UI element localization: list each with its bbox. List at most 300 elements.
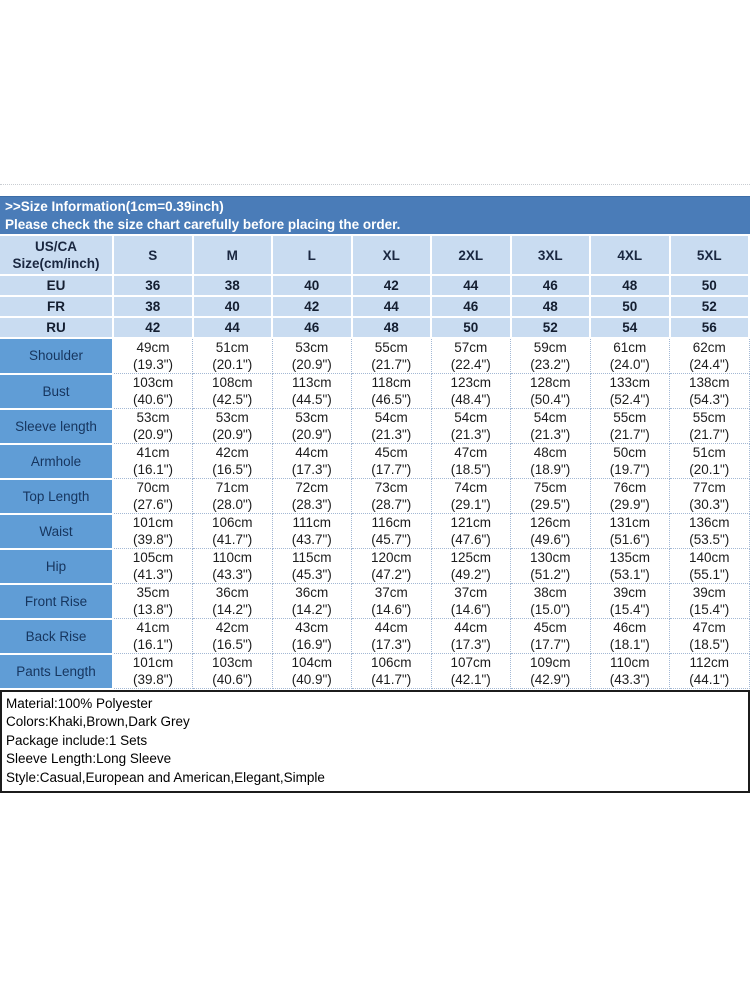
value-inch: (41.3") — [132, 567, 174, 582]
measurement-value-cell — [670, 654, 750, 689]
value-inch: (39.8") — [132, 672, 174, 687]
value-inch: (20.1") — [212, 357, 253, 372]
value-cm: 54cm — [374, 410, 408, 425]
measurement-value-cell — [113, 514, 193, 549]
value-cm: 41cm — [136, 620, 170, 635]
value-cm: 44cm — [295, 445, 329, 460]
value-cm: 53cm — [295, 410, 329, 425]
value-inch: (46.5") — [371, 392, 412, 407]
value-cm: 53cm — [136, 410, 170, 425]
measurement-value-cell — [431, 584, 511, 619]
value-inch: (24.0") — [609, 357, 650, 372]
measurement-value-cell — [511, 479, 591, 514]
value-cm: 55cm — [613, 410, 647, 425]
value-cm: 105cm — [132, 550, 174, 565]
value-inch: (44.5") — [291, 392, 332, 407]
value-inch: (49.2") — [450, 567, 491, 582]
value-inch: (20.9") — [291, 427, 332, 442]
size-corner-cell — [0, 236, 113, 276]
measurement-value-cell — [431, 479, 511, 514]
value-cm: 101cm — [132, 655, 174, 670]
top-divider-line — [0, 184, 750, 185]
value-inch: (29.9") — [609, 497, 650, 512]
value-cm: 46cm — [613, 620, 647, 635]
value-cm: 43cm — [295, 620, 329, 635]
measurement-value-cell — [352, 619, 432, 654]
size-column-header: 4XL — [590, 236, 670, 276]
measurement-value-cell — [590, 654, 670, 689]
value-cm: 116cm — [371, 515, 412, 530]
value-inch: (43.3") — [212, 567, 253, 582]
value-cm: 51cm — [692, 445, 726, 460]
measurement-value-cell — [352, 444, 432, 479]
measurement-value-cell — [352, 584, 432, 619]
measurement-value-cell — [590, 514, 670, 549]
value-inch: (29.1") — [450, 497, 491, 512]
value-inch: (17.7") — [530, 637, 571, 652]
region-size-value: 46 — [431, 296, 511, 317]
value-inch: (17.3") — [371, 637, 412, 652]
value-inch: (40.6") — [212, 672, 253, 687]
region-size-value: 48 — [511, 296, 591, 317]
value-cm: 47cm — [692, 620, 726, 635]
measurement-value-cell — [193, 654, 273, 689]
value-cm: 103cm — [211, 655, 253, 670]
measurement-value-cell — [113, 619, 193, 654]
measurement-value-cell — [113, 374, 193, 409]
measurement-value-cell — [511, 444, 591, 479]
value-inch: (21.7") — [609, 427, 650, 442]
value-cm: 61cm — [613, 340, 647, 355]
measurement-value-cell — [511, 654, 591, 689]
measurement-value-cell — [272, 374, 352, 409]
measurement-label: Sleeve length — [0, 409, 113, 444]
value-cm: 110cm — [212, 550, 253, 565]
value-inch: (18.5") — [450, 462, 491, 477]
measurement-value-cell — [352, 374, 432, 409]
size-column-header: L — [272, 236, 352, 276]
value-inch: (27.6") — [132, 497, 174, 512]
size-column-header: XL — [352, 236, 432, 276]
region-size-value: 42 — [352, 275, 432, 296]
value-cm: 42cm — [215, 445, 249, 460]
value-inch: (21.3") — [371, 427, 412, 442]
size-chart-table — [0, 235, 750, 690]
value-cm: 50cm — [613, 445, 647, 460]
measurement-value-cell — [590, 619, 670, 654]
measurement-value-cell — [670, 374, 750, 409]
measurement-value-cell — [352, 409, 432, 444]
measurement-value-cell — [272, 338, 352, 374]
value-inch: (19.3") — [132, 357, 174, 372]
measurement-value-cell — [511, 549, 591, 584]
measurement-value-cell — [352, 338, 432, 374]
value-cm: 44cm — [454, 620, 488, 635]
measurement-value-cell — [511, 514, 591, 549]
value-cm: 77cm — [692, 480, 726, 495]
measurement-value-cell — [670, 514, 750, 549]
region-size-value: 44 — [431, 275, 511, 296]
value-inch: (40.9") — [291, 672, 332, 687]
region-size-rows — [0, 275, 749, 338]
value-cm: 37cm — [374, 585, 408, 600]
value-inch: (23.2") — [530, 357, 571, 372]
measurement-value-cell — [511, 374, 591, 409]
measurement-value-cell — [511, 619, 591, 654]
value-cm: 111cm — [292, 515, 332, 530]
value-inch: (47.2") — [371, 567, 412, 582]
measurement-value-cell — [113, 654, 193, 689]
measurement-value-cell — [590, 444, 670, 479]
value-cm: 109cm — [529, 655, 571, 670]
value-cm: 135cm — [609, 550, 651, 565]
value-inch: (14.2") — [212, 602, 253, 617]
measurement-value-cell — [193, 338, 273, 374]
measurement-rows — [0, 338, 749, 689]
measurement-value-cell — [511, 584, 591, 619]
value-inch: (18.5") — [689, 637, 730, 652]
corner-label-line2: Size(cm/inch) — [12, 256, 100, 271]
measurement-value-cell — [670, 338, 750, 374]
measurement-value-cell — [352, 654, 432, 689]
measurement-row — [0, 654, 749, 689]
measurement-value-cell — [670, 549, 750, 584]
region-size-value: 56 — [670, 317, 750, 338]
value-cm: 71cm — [215, 480, 249, 495]
value-inch: (41.7") — [371, 672, 412, 687]
value-cm: 131cm — [609, 515, 651, 530]
region-label: FR — [0, 296, 113, 317]
measurement-row — [0, 584, 749, 619]
product-colors: Colors:Khaki,Brown,Dark Grey — [6, 714, 190, 729]
value-cm: 121cm — [450, 515, 492, 530]
measurement-value-cell — [431, 338, 511, 374]
value-cm: 44cm — [374, 620, 408, 635]
value-cm: 51cm — [215, 340, 249, 355]
measurement-value-cell — [113, 549, 193, 584]
value-cm: 70cm — [136, 480, 170, 495]
region-label: RU — [0, 317, 113, 338]
measurement-value-cell — [272, 584, 352, 619]
region-size-value: 44 — [193, 317, 273, 338]
product-material: Material:100% Polyester — [6, 695, 153, 711]
region-size-value: 48 — [590, 275, 670, 296]
measurement-label: Hip — [0, 549, 113, 584]
value-cm: 45cm — [533, 620, 567, 635]
value-inch: (13.8") — [132, 602, 174, 617]
region-size-value: 46 — [272, 317, 352, 338]
value-inch: (30.3") — [689, 497, 730, 512]
value-inch: (20.9") — [291, 357, 332, 372]
value-inch: (55.1") — [689, 567, 730, 582]
value-inch: (50.4") — [530, 392, 571, 407]
measurement-value-cell — [431, 514, 511, 549]
measurement-value-cell — [193, 444, 273, 479]
value-cm: 130cm — [529, 550, 571, 565]
value-cm: 39cm — [613, 585, 647, 600]
measurement-row — [0, 374, 749, 409]
value-inch: (24.4") — [689, 357, 730, 372]
value-inch: (47.6") — [450, 532, 491, 547]
value-inch: (21.3") — [530, 427, 571, 442]
value-cm: 118cm — [371, 375, 412, 390]
measurement-value-cell — [511, 409, 591, 444]
value-inch: (20.9") — [132, 427, 174, 442]
value-cm: 57cm — [454, 340, 488, 355]
value-cm: 133cm — [609, 375, 651, 390]
value-inch: (40.6") — [132, 392, 174, 407]
measurement-value-cell — [193, 584, 273, 619]
value-inch: (45.7") — [371, 532, 412, 547]
value-inch: (14.6") — [371, 602, 412, 617]
value-inch: (43.3") — [609, 672, 650, 687]
value-inch: (43.7") — [291, 532, 332, 547]
value-inch: (20.1") — [689, 462, 730, 477]
measurement-label: Armhole — [0, 444, 113, 479]
region-size-value: 44 — [352, 296, 432, 317]
value-cm: 107cm — [450, 655, 492, 670]
value-cm: 55cm — [692, 410, 726, 425]
region-size-value: 52 — [511, 317, 591, 338]
value-cm: 38cm — [533, 585, 567, 600]
measurement-row — [0, 549, 749, 584]
measurement-value-cell — [431, 654, 511, 689]
size-column-header: 2XL — [431, 236, 511, 276]
value-inch: (14.6") — [450, 602, 491, 617]
value-cm: 74cm — [454, 480, 488, 495]
value-inch: (18.9") — [530, 462, 571, 477]
region-size-value: 50 — [431, 317, 511, 338]
value-cm: 106cm — [211, 515, 253, 530]
value-inch: (44.1") — [689, 672, 730, 687]
value-cm: 140cm — [688, 550, 730, 565]
measurement-value-cell — [113, 479, 193, 514]
value-cm: 45cm — [374, 445, 408, 460]
region-size-value: 40 — [272, 275, 352, 296]
measurement-value-cell — [193, 374, 273, 409]
value-inch: (18.1") — [609, 637, 650, 652]
value-inch: (16.1") — [132, 462, 174, 477]
value-cm: 128cm — [529, 375, 571, 390]
region-label: EU — [0, 275, 113, 296]
measurement-value-cell — [590, 409, 670, 444]
region-size-value: 46 — [511, 275, 591, 296]
value-inch: (16.5") — [212, 637, 253, 652]
measurement-value-cell — [670, 444, 750, 479]
value-cm: 35cm — [136, 585, 170, 600]
measurement-value-cell — [590, 374, 670, 409]
size-header-row — [0, 236, 749, 276]
measurement-label: Top Length — [0, 479, 113, 514]
measurement-value-cell — [352, 514, 432, 549]
value-cm: 49cm — [136, 340, 170, 355]
value-cm: 53cm — [295, 340, 329, 355]
measurement-value-cell — [670, 619, 750, 654]
value-cm: 113cm — [291, 375, 332, 390]
value-inch: (28.3") — [291, 497, 332, 512]
size-info-title: >>Size Information(1cm=0.39inch) — [5, 199, 224, 214]
value-inch: (16.1") — [132, 637, 174, 652]
measurement-value-cell — [431, 374, 511, 409]
region-size-value: 54 — [590, 317, 670, 338]
product-details-box — [0, 690, 750, 794]
value-inch: (42.5") — [212, 392, 253, 407]
region-size-row — [0, 317, 749, 338]
value-cm: 126cm — [529, 515, 571, 530]
size-info-header-bar — [0, 196, 750, 234]
value-inch: (28.7") — [371, 497, 412, 512]
product-style: Style:Casual,European and American,Elegant,Simple — [6, 769, 325, 785]
measurement-value-cell — [272, 514, 352, 549]
measurement-row — [0, 619, 749, 654]
measurement-label: Back Rise — [0, 619, 113, 654]
measurement-value-cell — [193, 409, 273, 444]
measurement-row — [0, 479, 749, 514]
value-cm: 120cm — [370, 550, 412, 565]
value-inch: (15.4") — [609, 602, 650, 617]
size-column-header: 5XL — [670, 236, 750, 276]
measurement-value-cell — [352, 549, 432, 584]
value-cm: 36cm — [215, 585, 249, 600]
value-inch: (53.5") — [689, 532, 730, 547]
measurement-value-cell — [590, 479, 670, 514]
size-column-header: 3XL — [511, 236, 591, 276]
value-inch: (17.7") — [371, 462, 412, 477]
value-inch: (42.1") — [450, 672, 491, 687]
measurement-value-cell — [590, 549, 670, 584]
region-size-value: 38 — [193, 275, 273, 296]
region-size-value: 36 — [113, 275, 193, 296]
product-package: Package include:1 Sets — [6, 732, 148, 748]
corner-label-line1: US/CA — [34, 239, 77, 254]
value-inch: (17.3") — [450, 637, 491, 652]
value-inch: (16.5") — [212, 462, 253, 477]
value-inch: (29.5") — [530, 497, 571, 512]
value-cm: 103cm — [132, 375, 174, 390]
measurement-value-cell — [431, 409, 511, 444]
measurement-row — [0, 338, 749, 374]
region-size-value: 50 — [590, 296, 670, 317]
value-cm: 55cm — [374, 340, 408, 355]
region-size-row — [0, 296, 749, 317]
measurement-value-cell — [113, 409, 193, 444]
measurement-label: Waist — [0, 514, 113, 549]
value-inch: (28.0") — [212, 497, 253, 512]
measurement-row — [0, 409, 749, 444]
size-column-header: M — [193, 236, 273, 276]
value-cm: 62cm — [692, 340, 726, 355]
value-inch: (54.3") — [689, 392, 730, 407]
measurement-value-cell — [193, 549, 273, 584]
value-inch: (49.6") — [530, 532, 571, 547]
value-inch: (52.4") — [609, 392, 650, 407]
measurement-value-cell — [272, 549, 352, 584]
measurement-value-cell — [590, 584, 670, 619]
value-cm: 108cm — [211, 375, 253, 390]
value-cm: 112cm — [689, 655, 730, 670]
size-table-head — [0, 236, 749, 276]
region-size-value: 52 — [670, 296, 750, 317]
measurement-label: Shoulder — [0, 338, 113, 374]
value-inch: (39.8") — [132, 532, 174, 547]
value-cm: 75cm — [533, 480, 567, 495]
value-inch: (16.9") — [291, 637, 332, 652]
value-cm: 138cm — [688, 375, 730, 390]
measurement-row — [0, 444, 749, 479]
measurement-value-cell — [511, 338, 591, 374]
measurement-value-cell — [272, 619, 352, 654]
value-cm: 48cm — [533, 445, 567, 460]
measurement-value-cell — [272, 654, 352, 689]
value-cm: 41cm — [136, 445, 170, 460]
value-inch: (41.7") — [212, 532, 253, 547]
size-info-subtitle: Please check the size chart carefully before placing the order. — [5, 217, 401, 232]
measurement-row — [0, 514, 749, 549]
product-sleeve-length: Sleeve Length:Long Sleeve — [6, 751, 172, 766]
value-cm: 76cm — [613, 480, 647, 495]
value-cm: 47cm — [454, 445, 488, 460]
measurement-value-cell — [352, 479, 432, 514]
measurement-label: Front Rise — [0, 584, 113, 619]
measurement-value-cell — [431, 619, 511, 654]
value-inch: (14.2") — [291, 602, 332, 617]
value-cm: 36cm — [295, 585, 329, 600]
value-cm: 53cm — [215, 410, 249, 425]
value-inch: (45.3") — [291, 567, 332, 582]
value-inch: (22.4") — [450, 357, 491, 372]
measurement-value-cell — [113, 444, 193, 479]
measurement-value-cell — [670, 409, 750, 444]
value-inch: (15.0") — [530, 602, 571, 617]
value-cm: 39cm — [692, 585, 726, 600]
value-cm: 115cm — [291, 550, 332, 565]
value-inch: (51.6") — [609, 532, 650, 547]
measurement-value-cell — [670, 479, 750, 514]
value-cm: 59cm — [533, 340, 567, 355]
measurement-value-cell — [272, 409, 352, 444]
size-column-header: S — [113, 236, 193, 276]
value-cm: 123cm — [450, 375, 492, 390]
value-cm: 37cm — [454, 585, 488, 600]
value-inch: (15.4") — [689, 602, 730, 617]
value-cm: 54cm — [454, 410, 488, 425]
value-cm: 73cm — [374, 480, 408, 495]
region-size-value: 40 — [193, 296, 273, 317]
measurement-label: Bust — [0, 374, 113, 409]
measurement-value-cell — [590, 338, 670, 374]
value-cm: 101cm — [132, 515, 174, 530]
value-inch: (48.4") — [450, 392, 491, 407]
value-inch: (17.3") — [291, 462, 332, 477]
value-inch: (51.2") — [530, 567, 571, 582]
value-inch: (21.7") — [371, 357, 412, 372]
value-cm: 110cm — [609, 655, 650, 670]
value-cm: 104cm — [291, 655, 333, 670]
value-inch: (42.9") — [530, 672, 571, 687]
measurement-value-cell — [193, 479, 273, 514]
region-size-value: 42 — [113, 317, 193, 338]
measurement-value-cell — [670, 584, 750, 619]
value-inch: (53.1") — [609, 567, 650, 582]
value-cm: 54cm — [533, 410, 567, 425]
measurement-value-cell — [272, 444, 352, 479]
measurement-value-cell — [431, 444, 511, 479]
region-size-value: 48 — [352, 317, 432, 338]
value-cm: 42cm — [215, 620, 249, 635]
measurement-value-cell — [272, 479, 352, 514]
measurement-value-cell — [113, 584, 193, 619]
measurement-value-cell — [193, 619, 273, 654]
